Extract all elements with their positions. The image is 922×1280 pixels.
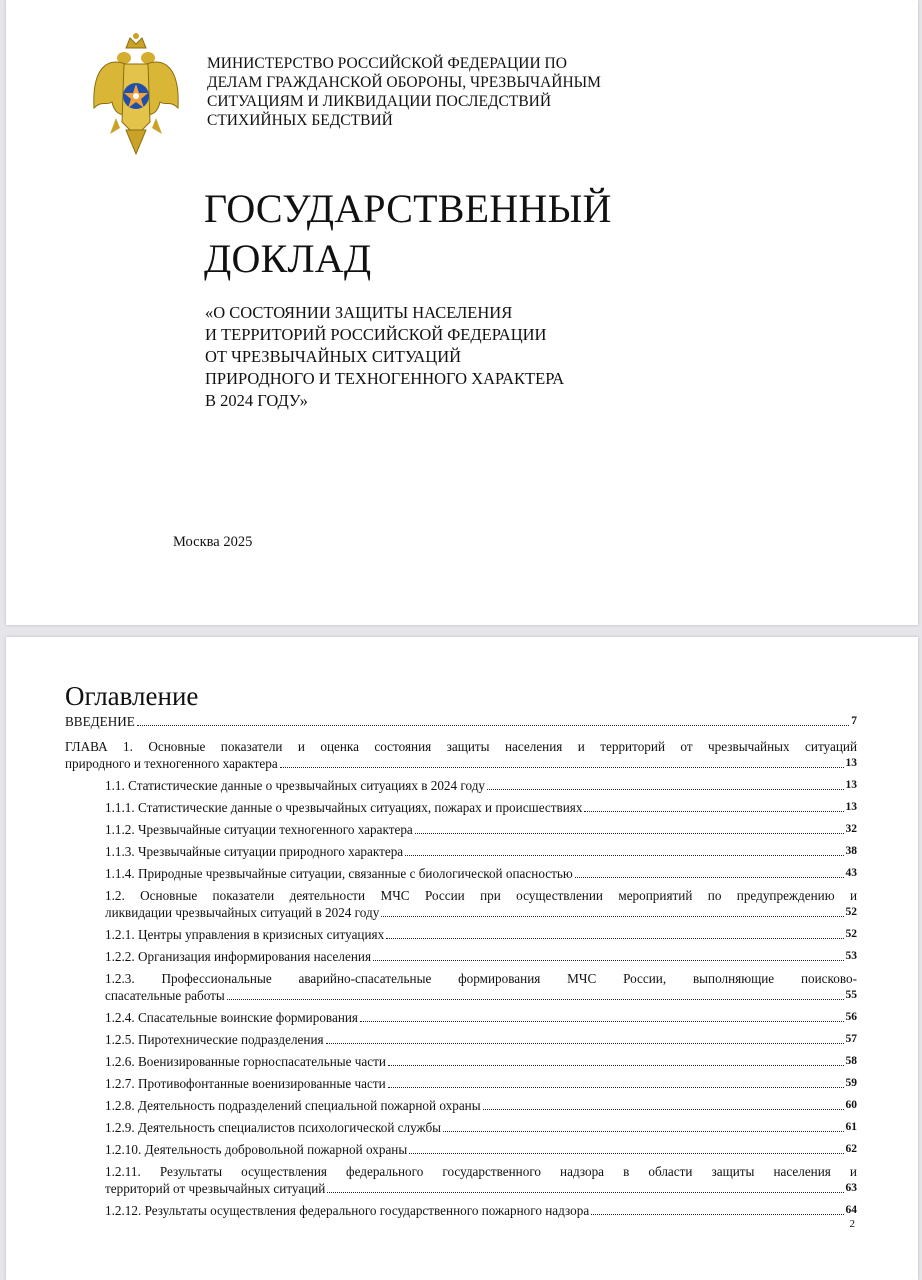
toc-entry-title: ВВЕДЕНИЕ bbox=[65, 714, 135, 729]
toc-leader-dots bbox=[415, 833, 844, 834]
toc-page-number: 56 bbox=[845, 1011, 857, 1023]
toc-page bbox=[6, 637, 918, 1280]
toc-leader-dots bbox=[405, 855, 843, 856]
toc-entry-title: 1.2.9. Деятельность специалистов психологической службы bbox=[105, 1120, 442, 1135]
toc-entry[interactable] bbox=[65, 970, 857, 1004]
toc-leader-dots bbox=[388, 1065, 844, 1066]
toc-leader-dots bbox=[360, 1021, 843, 1022]
toc-entry[interactable] bbox=[65, 799, 857, 816]
toc-leader-dots bbox=[575, 877, 844, 878]
toc-leader-dots bbox=[381, 916, 843, 917]
toc-entry-title: 1.1.1. Статистические данные о чрезвычайных ситуациях, пожарах и происшествиях bbox=[105, 800, 583, 815]
toc-entry-title-line: 1.2. Основные показатели деятельности МЧС России при осуществлении мероприятий по предупреждению и bbox=[105, 888, 857, 903]
toc-leader-dots bbox=[373, 960, 843, 961]
report-subtitle: «О СОСТОЯНИИ ЗАЩИТЫ НАСЕЛЕНИЯ И ТЕРРИТОРИЙ РОССИЙСКОЙ ФЕДЕРАЦИИ ОТ ЧРЕЗВЫЧАЙНЫХ СИТУАЦИЙ ПРИРОДНОГО И ТЕХНОГЕННОГО ХАРАКТЕРА В 2024 ГОДУ» bbox=[205, 303, 565, 410]
toc-entry[interactable] bbox=[65, 777, 857, 794]
toc-entry-title: ликвидации чрезвычайных ситуаций в 2024 году bbox=[105, 905, 380, 920]
toc-entry-title: 1.2.8. Деятельность подразделений специальной пожарной охраны bbox=[105, 1098, 481, 1113]
toc-entry[interactable] bbox=[65, 1053, 857, 1070]
toc-leader-dots bbox=[386, 938, 843, 939]
toc-page-number: 63 bbox=[845, 1182, 857, 1194]
toc-page-number: 64 bbox=[845, 1204, 857, 1216]
toc-leader-dots bbox=[327, 1192, 843, 1193]
toc-entry[interactable] bbox=[65, 1202, 857, 1219]
toc-entry-title-line: ГЛАВА 1. Основные показатели и оценка состояния защиты населения и территорий от чрезвычайных ситуаций bbox=[65, 739, 857, 754]
toc-leader-dots bbox=[584, 811, 843, 812]
toc-entry-title: спасательные работы bbox=[105, 988, 225, 1003]
toc-leader-dots bbox=[388, 1087, 844, 1088]
toc-entry[interactable] bbox=[65, 738, 857, 772]
toc-entry[interactable] bbox=[65, 926, 857, 943]
ministry-name: МИНИСТЕРСТВО РОССИЙСКОЙ ФЕДЕРАЦИИ ПО ДЕЛАМ ГРАЖДАНСКОЙ ОБОРОНЫ, ЧРЕЗВЫЧАЙНЫМ СИТУАЦИЯМ И ЛИКВИДАЦИИ ПОСЛЕДСТВИЙ СТИХИЙНЫХ БЕДСТВИЙ bbox=[207, 55, 601, 129]
toc-page-number: 57 bbox=[845, 1033, 857, 1045]
toc-page-number: 52 bbox=[845, 906, 857, 918]
toc-leader-dots bbox=[326, 1043, 844, 1044]
toc-entry-title: 1.2.12. Результаты осуществления федерального государственного пожарного надзора bbox=[105, 1203, 590, 1218]
toc-page-number: 13 bbox=[845, 801, 857, 813]
toc-entry[interactable] bbox=[65, 843, 857, 860]
toc-page-number: 59 bbox=[845, 1077, 857, 1089]
toc-leader-dots bbox=[487, 789, 843, 790]
toc-page-number: 53 bbox=[845, 950, 857, 962]
toc-entry-title-line: 1.2.11. Результаты осуществления федерального государственного надзора в области защиты населения и bbox=[105, 1164, 857, 1179]
toc-entry-title: 1.1.3. Чрезвычайные ситуации природного характера bbox=[105, 844, 404, 859]
toc-page-number: 61 bbox=[845, 1121, 857, 1133]
toc-entry-title: природного и техногенного характера bbox=[65, 756, 278, 771]
toc-entry[interactable] bbox=[65, 865, 857, 882]
toc-page-number: 52 bbox=[845, 928, 857, 940]
toc-entry[interactable] bbox=[65, 1141, 857, 1158]
toc-leader-dots bbox=[280, 767, 844, 768]
toc-leader-dots bbox=[409, 1153, 843, 1154]
toc-entry[interactable] bbox=[65, 1075, 857, 1092]
toc-page-number: 60 bbox=[845, 1099, 857, 1111]
toc-entry-title: территорий от чрезвычайных ситуаций bbox=[105, 1181, 326, 1196]
toc-entry-title: 1.2.5. Пиротехнические подразделения bbox=[105, 1032, 324, 1047]
page-number: 2 bbox=[849, 1218, 855, 1230]
city-year: Москва 2025 bbox=[173, 534, 253, 550]
cover-page bbox=[6, 0, 918, 625]
toc-entry[interactable] bbox=[65, 1097, 857, 1114]
toc-page-number: 55 bbox=[845, 989, 857, 1001]
toc-entry[interactable] bbox=[65, 1009, 857, 1026]
toc-page-number: 62 bbox=[845, 1143, 857, 1155]
toc-leader-dots bbox=[443, 1131, 843, 1132]
toc-entry[interactable] bbox=[65, 821, 857, 838]
toc-entry-title: 1.2.6. Военизированные горноспасательные части bbox=[105, 1054, 386, 1069]
toc-entry-title-line: 1.2.3. Профессиональные аварийно-спасательные формирования МЧС России, выполняющие поисково- bbox=[105, 971, 857, 986]
toc-entry[interactable] bbox=[65, 713, 857, 730]
toc-list bbox=[65, 713, 857, 1224]
toc-entry-title: 1.1.4. Природные чрезвычайные ситуации, связанные с биологической опасностью bbox=[105, 866, 573, 881]
toc-heading: Оглавление bbox=[65, 681, 199, 711]
toc-page-number: 13 bbox=[845, 779, 857, 791]
toc-entry-title: 1.2.4. Спасательные воинские формирования bbox=[105, 1010, 359, 1025]
toc-entry[interactable] bbox=[65, 1031, 857, 1048]
toc-page-number: 38 bbox=[845, 845, 857, 857]
toc-entry[interactable] bbox=[65, 1163, 857, 1197]
mchs-emblem-icon bbox=[86, 30, 186, 160]
toc-entry[interactable] bbox=[65, 887, 857, 921]
toc-page-number: 32 bbox=[845, 823, 857, 835]
toc-leader-dots bbox=[227, 999, 844, 1000]
toc-entry[interactable] bbox=[65, 1119, 857, 1136]
toc-leader-dots bbox=[483, 1109, 844, 1110]
toc-entry-title: 1.2.7. Противофонтанные военизированные части bbox=[105, 1076, 386, 1091]
toc-entry[interactable] bbox=[65, 948, 857, 965]
toc-page-number: 7 bbox=[851, 715, 857, 727]
toc-entry-title: 1.2.2. Организация информирования населения bbox=[105, 949, 372, 964]
toc-entry-title: 1.1.2. Чрезвычайные ситуации техногенного характера bbox=[105, 822, 413, 837]
toc-page-number: 43 bbox=[845, 867, 857, 879]
report-title: ГОСУДАРСТВЕННЫЙ ДОКЛАД bbox=[204, 186, 612, 281]
toc-leader-dots bbox=[137, 725, 849, 726]
toc-page-number: 13 bbox=[845, 757, 857, 769]
toc-entry-title: 1.1. Статистические данные о чрезвычайных ситуациях в 2024 году bbox=[105, 778, 486, 793]
toc-entry-title: 1.2.1. Центры управления в кризисных ситуациях bbox=[105, 927, 385, 942]
toc-leader-dots bbox=[591, 1214, 843, 1215]
toc-page-number: 58 bbox=[845, 1055, 857, 1067]
toc-entry-title: 1.2.10. Деятельность добровольной пожарной охраны bbox=[105, 1142, 408, 1157]
